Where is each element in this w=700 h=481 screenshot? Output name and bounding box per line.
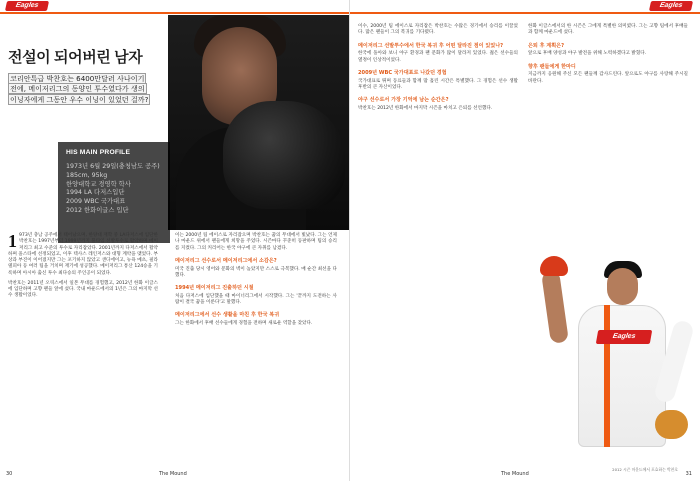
glove-shape bbox=[223, 101, 345, 209]
section-heading: 메이저리그에서 선수 생활을 마친 후 한국 복귀 bbox=[175, 312, 280, 319]
eagles-logo: Eagles bbox=[649, 1, 693, 11]
paragraph: 한화 이글스에서의 한 시즌은 그에게 특별한 의미였다. 그는 고향 팀에서 후배들과 함께 마운드에 섰다. bbox=[528, 24, 688, 36]
drop-cap: 1 bbox=[8, 231, 17, 251]
section-heading: 2009년 WBC 국가대표로 나갔던 경험 bbox=[358, 69, 447, 76]
right-column-2 bbox=[528, 24, 688, 89]
right-page-number: 31 bbox=[685, 471, 692, 477]
article-intro bbox=[8, 74, 164, 105]
left-arm bbox=[541, 270, 569, 344]
uniform-body bbox=[578, 305, 666, 447]
paragraph: 이수, 2000년 팀 에이스로 자리잡은 박찬호는 수많은 경기에서 승리를 이끌었다. 많은 팬들이 그의 복귀를 기다렸다. bbox=[358, 24, 518, 36]
section-heading: 향후 팬들에게 한마디 bbox=[528, 63, 576, 70]
article-title: 전설이 되어버린 남자 bbox=[8, 49, 143, 66]
player-photo bbox=[540, 246, 690, 460]
right-column-1 bbox=[358, 24, 518, 116]
profile-line: 185cm, 95kg bbox=[66, 171, 108, 179]
profile-box bbox=[58, 142, 170, 243]
section-heading: 메이저리그 선발투수에서 한국 복귀 후 어떤 달라진 점이 있었나? bbox=[358, 42, 504, 49]
profile-line: 2009 WBC 국가대표 bbox=[66, 198, 126, 206]
paragraph: 박찬호는 2011년 오릭스에서 일본 무대를 경험했고, 2012년 한화 이글스에 입단하며 고향 팬들 앞에 섰다. 국내 마운드에서의 1년은 그의 마지막 선수 생활이었다. bbox=[8, 280, 158, 299]
paragraph: 처음 다저스에 입단했을 때 마이너리그에서 시작했다. 그는 '끝까지 도전하는 사람이 결국 꿈을 이룬다'고 말했다. bbox=[175, 293, 337, 306]
paragraph: 미국 진출 당시 영어와 문화의 벽이 높았지만 스스로 극복했다. 매 순간 최선을 다했다. bbox=[175, 266, 337, 278]
paragraph: 그는 한화에서 후배 선수들에게 경험을 전하며 새로운 역할을 찾았다. bbox=[175, 321, 313, 327]
profile-line: 1994 LA 다저스입단 bbox=[66, 189, 125, 197]
glove-icon bbox=[655, 410, 688, 439]
section-heading: 야구 선수로서 가장 기억에 남는 순간은? bbox=[358, 97, 449, 104]
section-heading: 메이저리그 선수로서 메이저리그에서 소감은? bbox=[175, 257, 277, 264]
hero-section bbox=[0, 15, 350, 230]
section-heading: 1994년 메이저리그 진출하던 시절 bbox=[175, 285, 254, 292]
section-heading: 은퇴 후 계획은? bbox=[528, 42, 565, 49]
photo-caption: 2012 시즌 마운드에서 포효하는 박찬호 bbox=[612, 467, 678, 472]
intro-line-1: 코리안특급 박찬호는 6400만달러 사나이기 bbox=[10, 74, 145, 83]
paragraph: 1 973년 충남 공주에서 태어났으며, 한양대 재학 중 LA다저스에 입단한 박찬호는 1997년부터 1999년까지 풀타임 선발투수로 활약하며 메이저리그 최고 수준의 투수로 자리잡았다. 2001년까지 다저스에서 활약하며 올스타에 선정되었고, 이후 텍사스 레인저스와 대형 계약을 맺었다. 부상과 부진이 이어졌지만 그는 포기하지 않았고 샌디에이고, 뉴욕 메츠, 필라델피아 등 여러 팀을 거치며 재기에 성공했다. 메이저리그 통산 124승을 기록하며 아시아 출신 투수 최다승의 주인공이 되었다. bbox=[8, 231, 158, 276]
paragraph: 앞으로 후배 양성과 야구 발전을 위해 노력하겠다고 밝혔다. bbox=[528, 51, 647, 57]
left-magazine-name: The Mound bbox=[159, 471, 187, 477]
hero-photo bbox=[168, 15, 350, 230]
cap-in-hand-icon bbox=[540, 256, 568, 276]
paragraph: 국가대표로 뛰며 동료들과 함께 땀 흘린 시간은 특별했다. 그 경험은 선수 생활 후반의 큰 자산이었다. bbox=[358, 78, 518, 90]
head-shape bbox=[607, 268, 638, 305]
paragraph: 한국에 돌아와 보니 야구 환경과 팬 문화가 많이 달라져 있었다. 젊은 선수들의 열정이 인상적이었다. bbox=[358, 51, 518, 63]
profile-line: 한양대학교 경영학 학사 bbox=[66, 180, 131, 188]
paragraph: 박찬호는 2012년 한화에서 마지막 시즌을 마치고 은퇴를 선언했다. bbox=[358, 105, 493, 111]
profile-line: 1973년 6월 29일(충청남도 공주) bbox=[66, 163, 160, 170]
paragraph: 이는 2000년 팀 에이스로 자리잡으며 박찬호는 꿈의 무대에서 빛났다. 그는 언제나 마운드 위에서 팬들에게 희망을 주었다. 시즌마다 꾸준히 등판하며 팀의 승리를 지켰다. 그의 커리어는 한국 야구에 큰 자취를 남겼다. bbox=[175, 233, 337, 251]
profile-line: 2012 한화이글스 입단 bbox=[66, 206, 129, 214]
right-magazine-name: The Mound bbox=[501, 471, 529, 477]
paragraph: 지금까지 응원해 주신 모든 팬들께 감사드린다. 앞으로도 야구를 사랑해 주시길 바란다. bbox=[528, 72, 688, 84]
right-page bbox=[350, 0, 700, 481]
profile-title: HIS MAIN PROFILE bbox=[66, 149, 131, 156]
right-topbar bbox=[350, 0, 700, 14]
eagles-logo: Eagles bbox=[5, 1, 49, 11]
left-column-2 bbox=[175, 233, 337, 331]
left-topbar bbox=[0, 0, 349, 14]
uniform-logo: Eagles bbox=[596, 330, 652, 344]
intro-line-3: 이닝자에게 그동안 우수 이닝이 있었던 걸까? bbox=[10, 94, 149, 104]
left-page-number: 30 bbox=[6, 471, 13, 477]
uniform-stripe bbox=[604, 305, 610, 447]
intro-line-2: 전에, 메이저리그의 동양인 투수였다가 생의 bbox=[10, 84, 145, 94]
left-column-1 bbox=[8, 233, 158, 304]
